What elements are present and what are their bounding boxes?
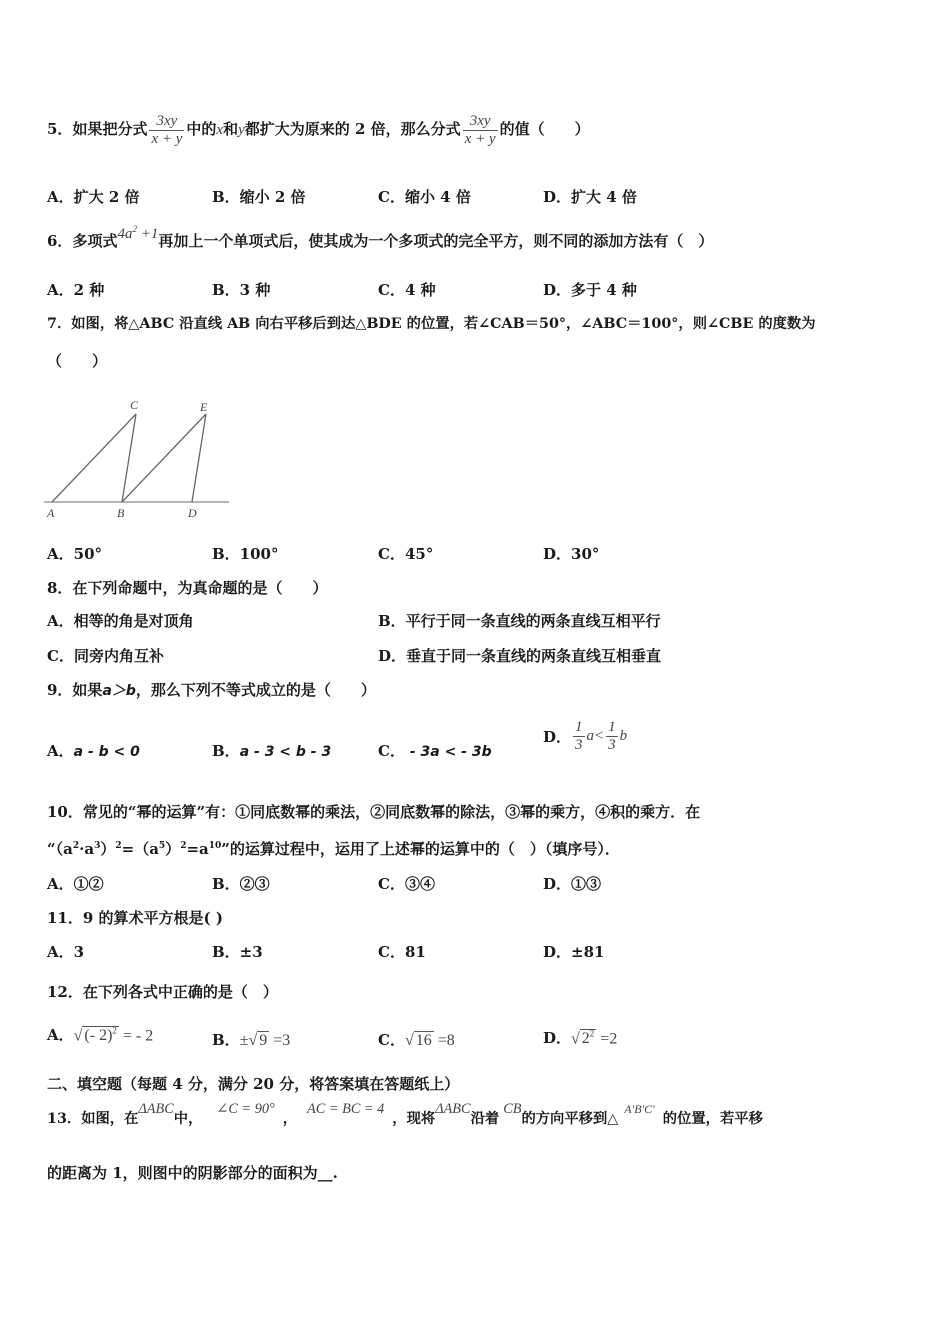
polynomial-expression: $4a^2 +1$ <box>117 224 159 242</box>
segment-ac <box>52 414 136 502</box>
q9-option-a: A．a - b < 0 <box>47 742 140 760</box>
q6-option-b: B．3 种 <box>212 281 271 299</box>
segment-be <box>122 414 206 502</box>
q12-option-a: A．√ (- 2)$^2$ = - 2 <box>47 1025 154 1044</box>
q9-option-b: B．a - 3 < b - 3 <box>212 742 332 760</box>
q12-option-c: C．√ 16 =8 <box>378 1031 455 1049</box>
q9-stem: 9．如果a＞b，那么下列不等式成立的是（ ） <box>47 681 376 699</box>
q6-option-d: D．多于 4 种 <box>543 281 637 299</box>
label-a: A <box>47 506 55 520</box>
q8-option-a: A．相等的角是对顶角 <box>47 612 194 630</box>
section-2-title: 二、填空题（每题 4 分，满分 20 分，将答案填在答题纸上） <box>47 1075 460 1093</box>
q11-option-a: A．3 <box>47 943 85 961</box>
fraction-3xy-over-x-plus-y: $\frac{3xy}{x + y}$ <box>151 113 183 147</box>
q11-stem: 11．9 的算术平方根是( ) <box>47 909 223 927</box>
q8-stem: 8．在下列命题中，为真命题的是（ ） <box>47 579 328 597</box>
q7-option-a: A．50° <box>47 545 103 563</box>
sqrt-expression-c: √ 16 =8 <box>404 1032 455 1049</box>
q8-option-d: D．垂直于同一条直线的两条直线互相垂直 <box>378 647 662 665</box>
sqrt-expression-d: √ $2^2 =2$ <box>571 1028 618 1047</box>
fraction-3xy-over-x-plus-y-2: $\frac{3xy}{x + y}$ <box>464 113 496 147</box>
q9-option-c: C． - 3a < - 3b <box>378 742 492 760</box>
q13-stem-line2: 的距离为 1，则图中的阴影部分的面积为__. <box>47 1164 338 1182</box>
label-e: E <box>200 400 208 414</box>
label-b: B <box>117 506 125 520</box>
fraction-one-third-b: $\frac{1}{3}$ <box>608 719 616 753</box>
q10-option-a: A．①② <box>47 875 104 893</box>
label-c: C <box>130 398 139 412</box>
q5-stem: 5．如果把分式 $\frac{3xy}{x + y}$ 中的x和y都扩大为原来的 2 倍，那么分式 $\frac{3xy}{x + y}$ 的值（ ） <box>47 113 590 147</box>
q6-option-a: A．2 种 <box>47 281 105 299</box>
q10-option-b: B．②③ <box>212 875 270 893</box>
q5-option-b: B．缩小 2 倍 <box>212 188 306 206</box>
q7-translation-figure <box>44 398 234 522</box>
q7-option-d: D．30° <box>543 545 600 563</box>
q12-option-d: D．√ $2^2 =2$ <box>543 1028 618 1047</box>
q7-option-c: C．45° <box>378 545 434 563</box>
q12-option-b: B．±√ 9 =3 <box>212 1031 291 1049</box>
q6-stem: 6．多项式$4a^2 +1$再加上一个单项式后，使其成为一个多项式的完全平方，则不同的添加方法有（ ） <box>47 224 714 250</box>
q5-option-d: D．扩大 4 倍 <box>543 188 637 206</box>
q9-option-d: D． $\frac{1}{3}$ a< $\frac{1}{3}$ b <box>543 719 628 753</box>
q5-option-c: C．缩小 4 倍 <box>378 188 471 206</box>
q6-option-c: C．4 种 <box>378 281 436 299</box>
q13-stem: 13．如图，在ΔABC中，∠C = 90°，AC = BC = 4，现将ΔABC沿着CB的方向平移到△$^{A'B'C'}$的位置，若平移 <box>47 1101 763 1127</box>
q7-stem-paren: （ ） <box>47 352 108 370</box>
label-d: D <box>188 506 197 520</box>
q10-option-d: D．①③ <box>543 875 602 893</box>
sqrt-expression-b: ±√ 9 =3 <box>239 1032 291 1049</box>
q5-option-a: A．扩大 2 倍 <box>47 188 140 206</box>
q10-expression-line: “$(a^2\cdot a^3)^2=(a^5)^2=a^{10}$”的运算过程中，运用了上述幂的运算中的（ ）（填序号）． <box>47 840 620 858</box>
q7-option-b: B．100° <box>212 545 279 563</box>
q10-option-c: C．③④ <box>378 875 435 893</box>
sqrt-expression-a: √ (- 2)$^2$ = - 2 <box>73 1025 154 1044</box>
q8-option-c: C．同旁内角互补 <box>47 647 164 665</box>
q12-stem: 12．在下列各式中正确的是（ ） <box>47 983 278 1001</box>
q11-option-c: C．81 <box>378 943 426 961</box>
q8-option-b: B．平行于同一条直线的两条直线互相平行 <box>378 612 661 630</box>
q10-stem: 10．常见的“幂的运算”有：①同底数幂的乘法，②同底数幂的除法，③幂的乘方，④积的乘方．在 <box>47 803 701 821</box>
fraction-one-third-a: $\frac{1}{3}$ <box>575 719 583 753</box>
q11-option-b: B．±3 <box>212 943 263 961</box>
q7-stem: 7．如图，将△ABC 沿直线 AB 向右平移后到达△BDE 的位置，若∠CAB＝50°，∠ABC＝100°，则∠CBE 的度数为 <box>47 316 816 332</box>
q11-option-d: D．±81 <box>543 943 605 961</box>
